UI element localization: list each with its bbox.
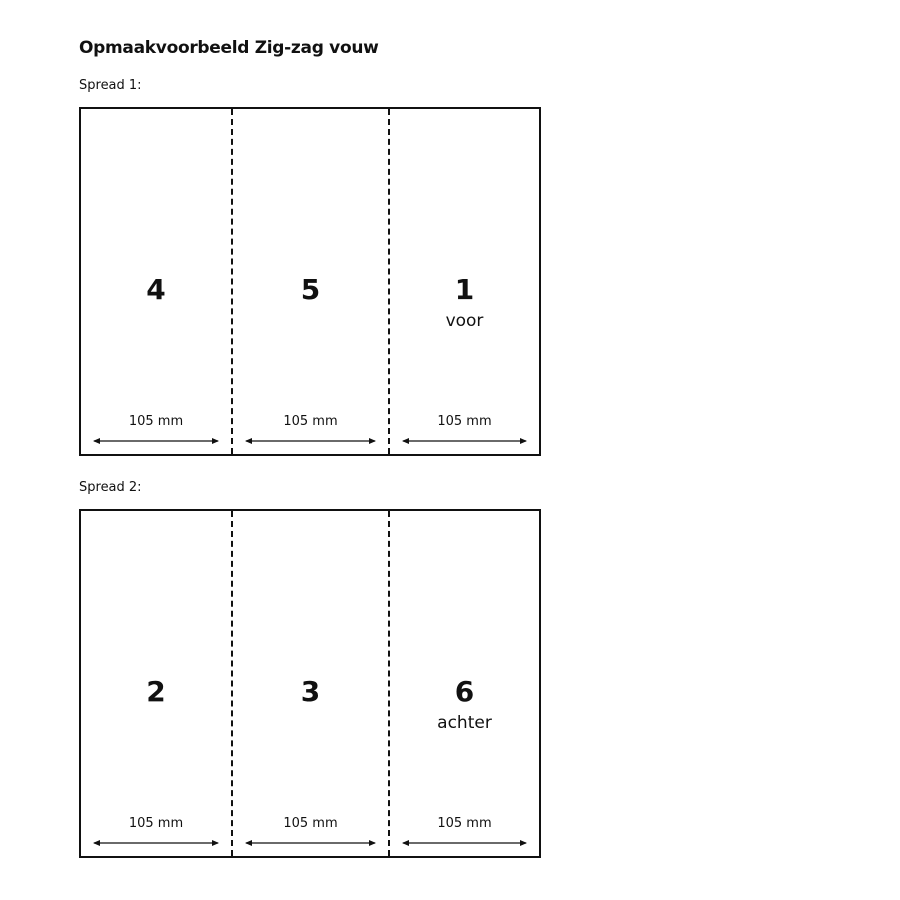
page-number: 2	[146, 675, 166, 708]
panel-page-6	[390, 511, 539, 856]
double-arrow-icon	[402, 838, 527, 848]
page-number: 4	[146, 273, 166, 306]
panel-page-4	[81, 109, 233, 454]
double-arrow-icon	[402, 436, 527, 446]
page-note: achter	[437, 713, 492, 733]
panel-page-5	[233, 109, 390, 454]
double-arrow-icon	[245, 838, 376, 848]
spread-2-label: Spread 2:	[79, 480, 142, 495]
panel-width-label: 105 mm	[283, 816, 338, 831]
double-arrow-icon	[93, 436, 219, 446]
panel-width-label: 105 mm	[128, 414, 184, 429]
page-number: 3	[300, 675, 321, 708]
page-number: 6	[454, 675, 475, 708]
page-number: 1	[454, 273, 475, 306]
panel-width-label: 105 mm	[437, 414, 492, 429]
panel-width-label: 105 mm	[128, 816, 184, 831]
panel-width-label: 105 mm	[283, 414, 338, 429]
panel-page-2	[81, 511, 233, 856]
page-title: Opmaakvoorbeeld Zig-zag vouw	[79, 38, 379, 58]
panel-width-label: 105 mm	[437, 816, 492, 831]
double-arrow-icon	[93, 838, 219, 848]
spread-2-sheet	[79, 509, 541, 858]
panel-page-3	[233, 511, 390, 856]
double-arrow-icon	[245, 436, 376, 446]
page-number: 5	[300, 273, 321, 306]
spread-1-label: Spread 1:	[79, 78, 142, 93]
panel-page-1	[390, 109, 539, 454]
spread-1-sheet	[79, 107, 541, 456]
page-note: voor	[445, 311, 484, 331]
